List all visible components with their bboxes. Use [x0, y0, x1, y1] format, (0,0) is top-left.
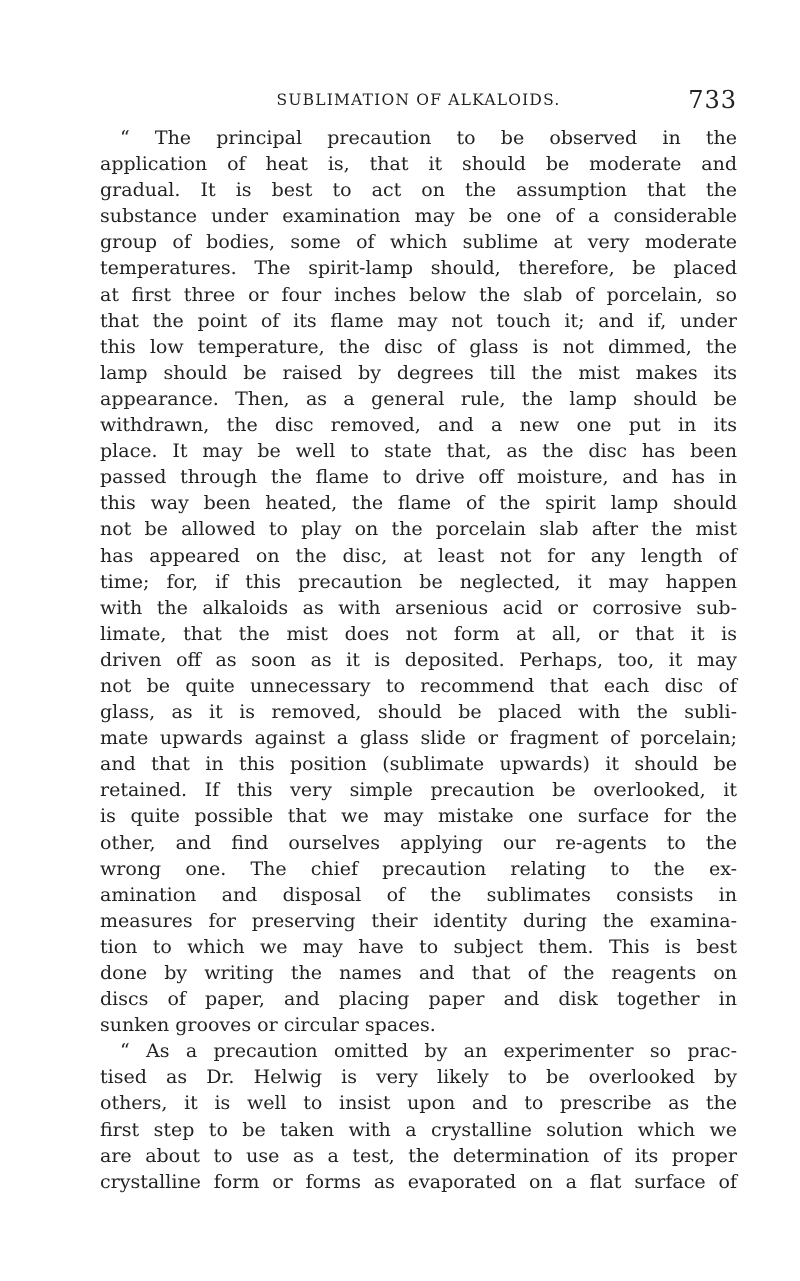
text-line: done by writing the names and that of the reagents on [100, 962, 737, 984]
text-line: at first three or four inches below the slab of porcelain, so [100, 283, 737, 306]
text-line: tised as Dr. Helwig is very likely to be overlooked by [100, 1066, 737, 1089]
text-line: driven off as soon as it is deposited. Perhaps, too, it may [100, 648, 737, 671]
text-line: crystalline form or forms as evaporated on a flat surface of [100, 1170, 737, 1193]
running-head [100, 88, 737, 114]
text-line: discs of paper, and placing paper and disk together in [100, 988, 737, 1011]
text-line: other, and find ourselves applying our re-agents to the [100, 831, 737, 854]
text-line: amination and disposal of the sublimates consists in [100, 883, 737, 906]
text-line: lamp should be raised by degrees till the mist makes its [100, 361, 737, 384]
text-line: appearance. Then, as a general rule, the lamp should be [100, 387, 737, 410]
running-title: SUBLIMATION OF ALKALOIDS. [276, 91, 561, 109]
text-line: not be allowed to play on the porcelain slab after the mist [100, 518, 737, 541]
text-line: that the point of its flame may not touch it; and if, under [100, 309, 737, 332]
text-line: limate, that the mist does not form at all, or that it is [100, 622, 737, 645]
body-text [100, 125, 737, 1195]
text-line: temperatures. The spirit-lamp should, therefore, be placed [100, 257, 737, 280]
text-line: substance under examination may be one of a considerable [100, 205, 737, 228]
text-line: gradual. It is best to act on the assumption that the [100, 179, 737, 202]
text-line: is quite possible that we may mistake one surface for the [100, 805, 737, 828]
text-line: tion to which we may have to subject them. This is best [100, 935, 737, 958]
text-line: this way been heated, the flame of the spirit lamp should [100, 492, 737, 515]
text-line: retained. If this very simple precaution be overlooked, it [100, 779, 737, 802]
page-number: 733 [688, 86, 737, 114]
text-line: application of heat is, that it should be moderate and [100, 153, 737, 176]
text-line: measures for preserving their identity during the examina- [100, 909, 737, 932]
text-line: this low temperature, the disc of glass is not dimmed, the [100, 335, 737, 358]
text-line: “ As a precaution omitted by an experimenter so prac- [120, 1040, 737, 1063]
text-line: withdrawn, the disc removed, and a new one put in its [100, 414, 737, 437]
text-line: wrong one. The chief precaution relating to the ex- [100, 857, 737, 880]
text-line: passed through the flame to drive off moisture, and has in [100, 466, 737, 489]
text-line: sunken grooves or circular spaces. [100, 1014, 436, 1037]
text-line: glass, as it is removed, should be placed with the subli- [100, 701, 737, 724]
text-line: place. It may be well to state that, as the disc has been [100, 440, 737, 463]
text-line: has appeared on the disc, at least not for any length of [100, 544, 737, 567]
text-line: group of bodies, some of which sublime at very moderate [100, 231, 737, 254]
text-line: first step to be taken with a crystalline solution which we [100, 1118, 737, 1141]
text-line: are about to use as a test, the determination of its proper [100, 1144, 737, 1167]
text-line: mate upwards against a glass slide or fragment of porcelain; [100, 727, 737, 750]
text-line: not be quite unnecessary to recommend that each disc of [100, 674, 737, 697]
text-line: “ The principal precaution to be observed in the [120, 127, 737, 149]
text-line: and that in this position (sublimate upwards) it should be [100, 753, 737, 776]
text-line: others, it is well to insist upon and to prescribe as the [100, 1092, 737, 1115]
text-line: with the alkaloids as with arsenious acid or corrosive sub- [100, 596, 737, 619]
text-line: time; for, if this precaution be neglected, it may happen [100, 570, 737, 593]
